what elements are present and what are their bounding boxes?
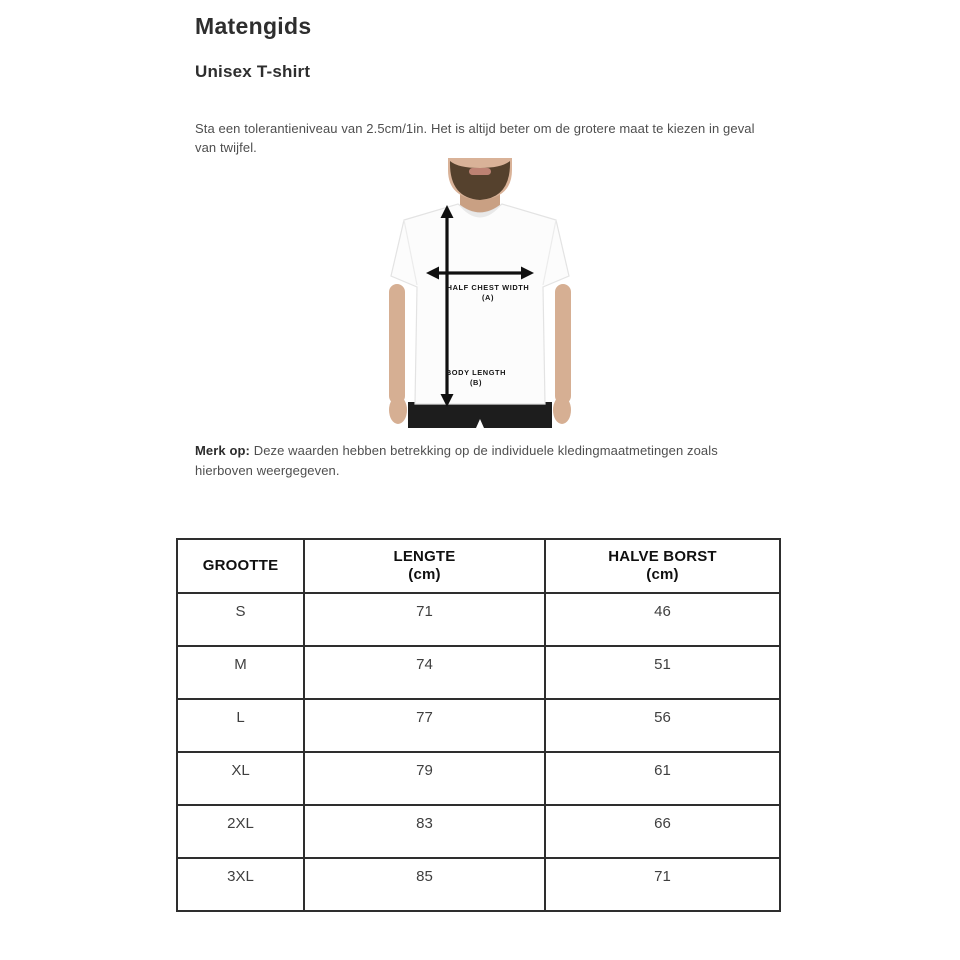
length-cell: 71 — [304, 593, 545, 646]
half-chest-cell: 56 — [545, 699, 780, 752]
product-name: Unisex T-shirt — [195, 62, 311, 81]
half-chest-cell: 51 — [545, 646, 780, 699]
table-row — [177, 593, 780, 646]
body-length-label: BODY LENGTH — [445, 368, 507, 377]
size-cell: M — [177, 646, 304, 699]
page-title: Matengids — [195, 13, 312, 39]
size-cell: L — [177, 699, 304, 752]
model-pants — [408, 402, 552, 428]
length-cell: 79 — [304, 752, 545, 805]
tolerance-note: Sta een tolerantieniveau van 2.5cm/1in. Het is altijd beter om de grotere maat te kiezen in geval van twijfel. — [195, 121, 755, 155]
table-row — [177, 858, 780, 911]
length-cell: 85 — [304, 858, 545, 911]
note-text: Deze waarden hebben betrekking op de individuele kledingmaatmetingen zoals hierboven weergegeven. — [195, 443, 718, 478]
tshirt-measurement-figure — [388, 158, 572, 428]
size-table-body — [177, 593, 780, 911]
size-cell: 2XL — [177, 805, 304, 858]
model-left-hand — [389, 396, 407, 424]
length-cell: 83 — [304, 805, 545, 858]
measurement-note — [195, 441, 743, 481]
size-cell: S — [177, 593, 304, 646]
length-cell: 74 — [304, 646, 545, 699]
model-mouth — [469, 168, 491, 175]
header-row — [177, 539, 780, 593]
col-header-halve-borst: HALVE BORST (cm) — [545, 539, 780, 593]
size-cell: 3XL — [177, 858, 304, 911]
chest-width-sublabel: (A) — [481, 293, 495, 302]
model-right-hand — [553, 396, 571, 424]
half-chest-cell: 66 — [545, 805, 780, 858]
table-row — [177, 752, 780, 805]
size-table — [176, 538, 781, 912]
table-row — [177, 699, 780, 752]
half-chest-cell: 61 — [545, 752, 780, 805]
model-left-arm — [389, 284, 405, 404]
model-right-arm — [555, 284, 571, 404]
note-label: Merk op: — [195, 443, 250, 458]
body-length-sublabel: (B) — [469, 378, 483, 387]
col-header-grootte: GROOTTE — [177, 539, 304, 593]
col-header-lengte: LENGTE (cm) — [304, 539, 545, 593]
length-cell: 77 — [304, 699, 545, 752]
size-table-header — [177, 539, 780, 593]
table-row — [177, 805, 780, 858]
half-chest-cell: 71 — [545, 858, 780, 911]
table-row — [177, 646, 780, 699]
half-chest-cell: 46 — [545, 593, 780, 646]
chest-width-label: HALF CHEST WIDTH — [446, 283, 530, 292]
size-guide-photo — [388, 158, 572, 428]
size-cell: XL — [177, 752, 304, 805]
